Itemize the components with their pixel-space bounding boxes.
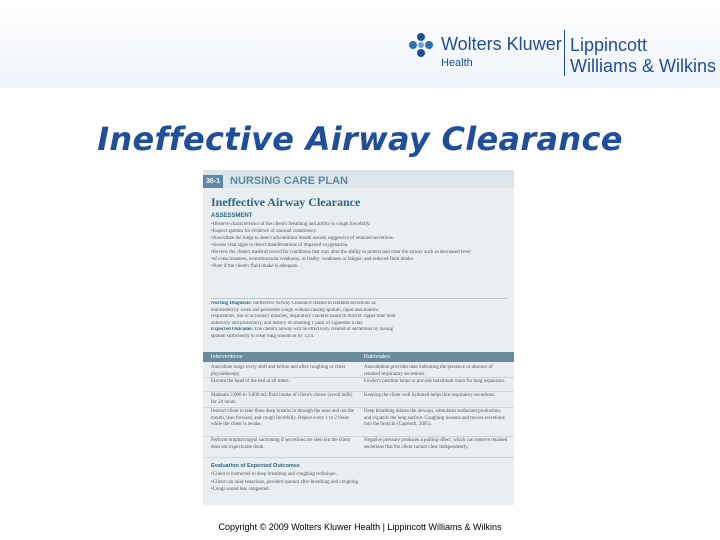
outcome-line: The client's airway will be effectively cleared of secretions by raising — [254, 327, 394, 332]
table-row — [203, 378, 514, 392]
slide-title: Ineffective Airway Clearance — [97, 120, 623, 158]
assessment-heading: ASSESSMENT — [211, 213, 253, 219]
logo-brand-line1: Lippincott — [570, 35, 648, 55]
diagnosis-line: respirations, use of accessory muscles, inspiratory crackles heard in third R. upper lobe both — [211, 314, 396, 319]
intervention-cell: Instruct client to take three deep breaths in through the nose and out the mouth, lean forward, and cough forcefully. Repeat every 1 to 2 hours while the client is awake. — [211, 409, 355, 427]
diagnosis-line: anteriorly and posteriorly, and history of smoking 1 pack of cigarettes a day. — [211, 320, 364, 326]
rationale-cell: Deep breathing dilates the airways, stimulates surfactant production, and expands the lung surface. Coughing loosens and moves secretions into the bronchi (Capriotti, 2005). — [364, 409, 505, 427]
plan-header-bar — [203, 170, 514, 188]
table-row — [203, 408, 514, 437]
table-row — [203, 437, 514, 458]
interventions-table — [203, 364, 514, 458]
logo-company-name: Wolters Kluwer — [441, 34, 562, 54]
evaluation-item: • Lungs sound less congested. — [211, 486, 507, 494]
rationale-cell: Auscultation provides data indicating the presence or absence of retained respiratory secretions. — [364, 365, 493, 377]
diagnosis-block — [211, 301, 507, 340]
col-interventions: Interventions — [211, 354, 243, 360]
evaluation-heading: Evaluation of Expected Outcomes — [211, 463, 300, 469]
intervention-cell: Maintain 2,000 to 3,000 mL fluid intake of client's choice (avoid milk) for 24 hours. — [211, 393, 353, 405]
diagnosis-label: Nursing Diagnosis: — [211, 301, 252, 306]
copyright-footer: Copyright © 2009 Wolters Kluwer Health | Lippincott Williams & Wilkins — [218, 522, 502, 532]
evaluation-item: • Client can raise tenacious, purulent sputum after breathing and coughing. — [211, 479, 507, 487]
intervention-cell: Elevate the head of the bed at all times. — [211, 379, 290, 384]
logo-brand-line2: Williams & Wilkins — [570, 56, 716, 76]
rationale-cell: Negative pressure produces a pulling effect, which can remove retained secretions that the client cannot clear independently. — [364, 438, 508, 450]
assessment-item: • of consciousness, neuromuscular weakness, or frailty; weakness or fatigue; and reduced fluid intake. — [211, 256, 507, 263]
section-divider — [211, 298, 507, 299]
table-row — [203, 392, 514, 408]
assessment-item: • Auscultate the lungs to detect adventitious breath sounds suggestive of retained secretions. — [211, 235, 507, 242]
assessment-item: • Note if the client's fluid intake is adequate. — [211, 263, 507, 270]
assessment-item: • Inspect sputum for evidence of unusual consistency. — [211, 228, 507, 235]
outcome-label: Expected Outcome: — [211, 327, 254, 332]
assessment-item: • Observe characteristics of the client's breathing and ability to cough forcefully. — [211, 221, 507, 228]
col-rationales: Rationales — [364, 354, 390, 360]
diagnosis-line: manifested by weak and persistent cough without raising sputum, rapid and shallow — [211, 307, 379, 313]
interventions-table-header — [203, 352, 514, 362]
nursing-care-plan-image — [203, 170, 514, 505]
logo-division: Health — [441, 57, 473, 69]
assessment-item: • Assess vital signs to detect manifestations of impaired oxygenation. — [211, 242, 507, 249]
table-row — [203, 364, 514, 378]
rationale-cell: Fowler's position helps to provide maximum room for lung expansion. — [364, 379, 506, 384]
assessment-list — [211, 221, 507, 270]
plan-number: 36-1 — [203, 175, 223, 188]
outcome-line: sputum sufficiently to clear lung sounds as by 12/4. — [211, 333, 315, 339]
rationale-cell: Keeping the client well hydrated helps thin respiratory secretions. — [364, 393, 496, 398]
diagnosis-line: Ineffective Airway Clearance related to retained secretions as — [252, 301, 376, 306]
plan-title: Ineffective Airway Clearance — [211, 195, 361, 209]
intervention-cell: Perform oropharyngeal suctioning if secretions are seen but the client does not expectorate them. — [211, 438, 350, 450]
evaluation-list — [211, 471, 507, 494]
assessment-item: • Review the client's medical record for conditions that may alter the ability to protect and clear the airway such as decreased level — [211, 249, 507, 256]
evaluation-item: • Client is instructed to deep breathing and coughing technique. — [211, 471, 507, 479]
intervention-cell: Auscultate lungs every shift and before and after coughing or chest physiotherapy. — [211, 365, 346, 377]
slide-header — [0, 0, 720, 88]
logo-divider — [564, 30, 565, 76]
plan-label: NURSING CARE PLAN — [230, 175, 348, 187]
wolters-kluwer-logo-icon — [408, 32, 434, 58]
